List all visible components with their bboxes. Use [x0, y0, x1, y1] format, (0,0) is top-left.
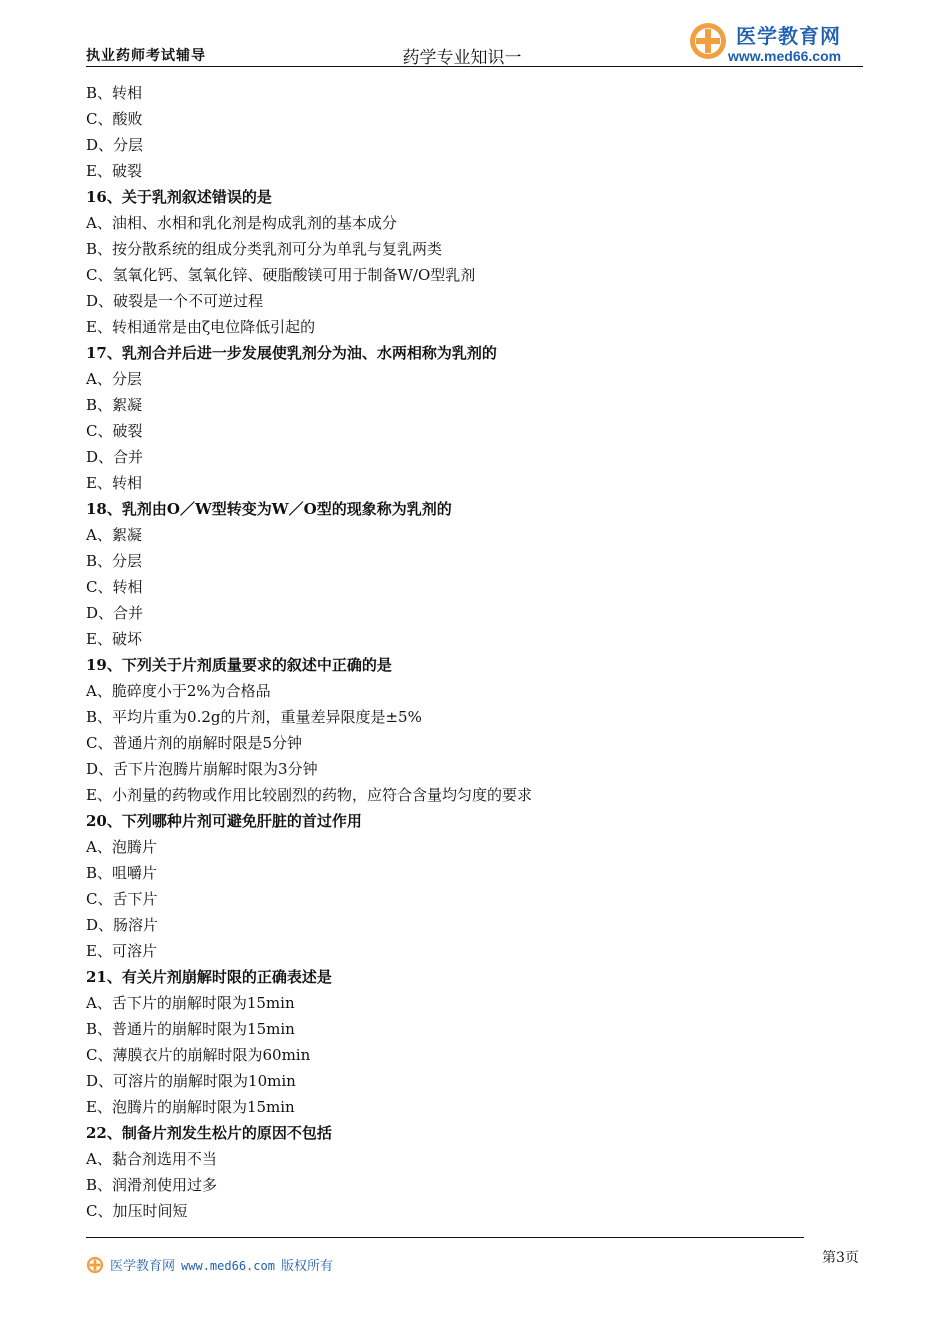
answer-option: D、舌下片泡腾片崩解时限为3分钟 [86, 760, 318, 778]
answer-option: D、肠溶片 [86, 916, 159, 934]
question-stem: 16、关于乳剂叙述错误的是 [86, 188, 272, 206]
answer-option: E、转相 [86, 474, 142, 492]
footer-site-name: 医学教育网 [110, 1259, 176, 1274]
page-number: 第3页 [822, 1250, 859, 1266]
answer-option: A、絮凝 [86, 526, 142, 544]
answer-option: C、薄膜衣片的崩解时限为60min [86, 1046, 311, 1064]
header-left-title: 执业药师考试辅导 [86, 48, 206, 64]
footer-url[interactable]: www.med66.com [181, 1259, 275, 1273]
question-stem: 19、下列关于片剂质量要求的叙述中正确的是 [86, 656, 392, 674]
question-stem: 22、制备片剂发生松片的原因不包括 [86, 1124, 332, 1142]
answer-option: B、分层 [86, 552, 143, 570]
logo-url: www.med66.com [728, 48, 842, 64]
question-stem: 17、乳剂合并后进一步发展使乳剂分为油、水两相称为乳剂的 [86, 344, 497, 362]
header-center-title: 药学专业知识一 [402, 48, 522, 68]
answer-option: B、平均片重为0.2g的片剂，重量差异限度是±5% [86, 708, 422, 726]
answer-option: B、咀嚼片 [86, 864, 158, 882]
footer-copyright [110, 1255, 333, 1274]
site-logo[interactable] [688, 18, 868, 66]
question-stem: 18、乳剂由O／W型转变为W／O型的现象称为乳剂的 [86, 500, 452, 518]
logo-brand-name: 医学教育网 [736, 24, 841, 48]
answer-option: A、黏合剂选用不当 [86, 1150, 217, 1168]
medical-cross-icon [688, 21, 728, 61]
answer-option: C、普通片剂的崩解时限是5分钟 [86, 734, 303, 752]
answer-option: B、普通片的崩解时限为15min [86, 1020, 295, 1038]
header-divider [86, 66, 863, 67]
answer-option: B、絮凝 [86, 396, 143, 414]
footer-logo-icon [86, 1256, 104, 1274]
answer-option: E、泡腾片的崩解时限为15min [86, 1098, 295, 1116]
question-list [86, 80, 866, 1224]
footer-rights: 版权所有 [280, 1259, 333, 1274]
answer-option: B、润滑剂使用过多 [86, 1176, 218, 1194]
answer-option: A、泡腾片 [86, 838, 157, 856]
question-stem: 21、有关片剂崩解时限的正确表述是 [86, 968, 332, 986]
answer-option: C、破裂 [86, 422, 143, 440]
answer-option: C、氢氧化钙、氢氧化锌、硬脂酸镁可用于制备W/O型乳剂 [86, 266, 476, 284]
answer-option: A、油相、水相和乳化剂是构成乳剂的基本成分 [86, 214, 397, 232]
answer-option: A、舌下片的崩解时限为15min [86, 994, 295, 1012]
answer-option: D、合并 [86, 448, 144, 466]
answer-option: A、分层 [86, 370, 142, 388]
answer-option: C、舌下片 [86, 890, 158, 908]
answer-option: D、分层 [86, 136, 144, 154]
answer-option: C、转相 [86, 578, 143, 596]
answer-option: C、酸败 [86, 110, 143, 128]
answer-option: E、可溶片 [86, 942, 157, 960]
answer-option: B、按分散系统的组成分类乳剂可分为单乳与复乳两类 [86, 240, 443, 258]
answer-option: A、脆碎度小于2%为合格品 [86, 682, 271, 700]
question-stem: 20、下列哪种片剂可避免肝脏的首过作用 [86, 812, 362, 830]
answer-option: E、小剂量的药物或作用比较剧烈的药物，应符合含量均匀度的要求 [86, 786, 532, 804]
answer-option: D、可溶片的崩解时限为10min [86, 1072, 296, 1090]
answer-option: D、合并 [86, 604, 144, 622]
answer-option: B、转相 [86, 84, 143, 102]
footer-divider [86, 1237, 804, 1238]
answer-option: E、破坏 [86, 630, 142, 648]
answer-option: E、转相通常是由ζ电位降低引起的 [86, 318, 316, 336]
answer-option: E、破裂 [86, 162, 142, 180]
answer-option: D、破裂是一个不可逆过程 [86, 292, 264, 310]
answer-option: C、加压时间短 [86, 1202, 188, 1220]
